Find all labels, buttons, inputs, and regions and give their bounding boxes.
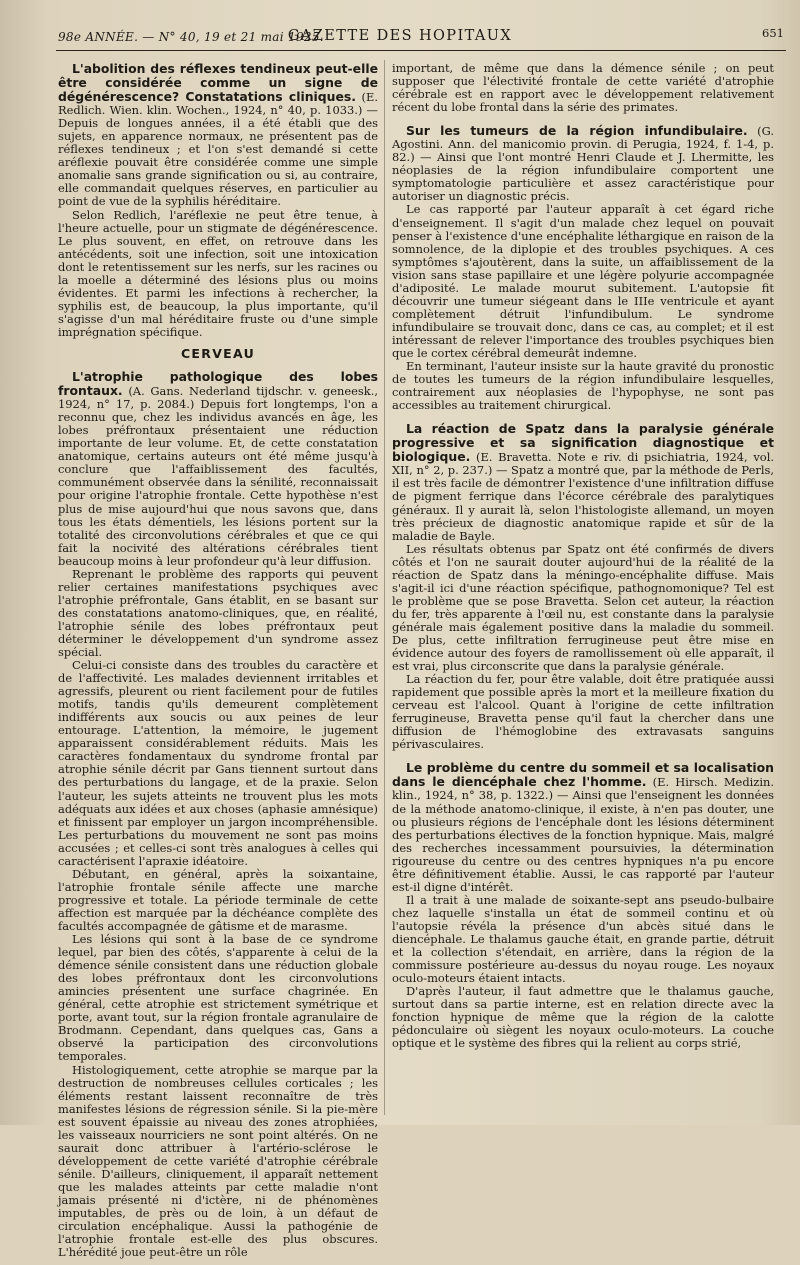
journal-title: GAZETTE DES HOPITAUX <box>287 28 513 44</box>
article-reference: (E. Hirsch. Medizin. klin., 1924, n° 38, p. 1322.) <box>392 775 774 803</box>
article-atrophie <box>58 370 378 1259</box>
issue-info: 98e ANNÉE. — N° 40, 19 et 21 mai 1925. <box>58 30 324 44</box>
page-header <box>0 12 800 52</box>
article-paragraph <box>392 761 774 893</box>
article-paragraph: En terminant, l'auteur insiste sur la haute gravité du pronostic de toutes les tumeurs de la région infundibulaire lesquelles, contrairement aux néoplasies de l'hypophyse, ne sont pas accessibles au traitement chirurgical. <box>392 359 774 413</box>
article-paragraph <box>58 370 378 568</box>
article-paragraph: Les résultats obtenus par Spatz ont été confirmés de divers côtés et l'on ne saurait douter aujourd'hui de la réalité de la réaction de Spatz dans la méningo-encéphalite diffuse. Mais s'agit-il ici d'une réaction spécifique, pathognomonique? Tel est le problème que se pose Bravetta. Selon cet auteur, la réaction du fer, très apparente à l'œil nu, est constante dans la paralysie générale mais également positive dans la maladie du sommeil. De plus, cette infiltration ferrugineuse peut être mise en évidence autour des foyers de ramollissement où elle apparaît, il est vrai, plus circonscrite que dans la paralysie générale. <box>392 541 774 674</box>
article-body: Depuis fort longtemps, l'on a reconnu que, chez les individus avancés en âge, les lobes préfrontaux présentaient une réduction importante de leur volume. Et, de cette constatation anatomique, certains auteurs ont été même jusqu'à conclure que l'affaiblissement des facultés, communément observée dans la sénilité, reconnaissait pour origine l'atrophie frontale. Cette hypothèse n'est plus de mise aujourd'hui que nous savons que, dans tous les états démentiels, les lésions portent sur la totalité des circonvolutions cérébrales et que ce qui fait la nocivité des altérations cérébrales tient beaucoup moins à leur profondeur qu'à leur diffusion. <box>58 397 378 568</box>
article-paragraph: Débutant, en général, après la soixantaine, l'atrophie frontale sénile affecte une marche progressive et totale. La période terminale de cette affection est marquée par la déchéance complète des facultés accompagnée de gâtisme et de marasme. <box>58 866 378 933</box>
right-column <box>392 62 774 1056</box>
article-title: La réaction de Spatz dans la paralysie générale progressive et sa signification diagnostique et biologique. <box>392 421 774 465</box>
article-reflexes <box>58 62 378 339</box>
article-sommeil <box>392 761 774 1050</box>
article-paragraph: Selon Redlich, l'aréflexie ne peut être tenue, à l'heure actuelle, pour un stigmate de dégénérescence. Le plus souvent, en effet, on retrouve dans les antécédents, soit une infection, soit une intoxication dont le retentissement sur les nerfs, sur les racines ou la moelle a déterminé des lésions plus ou moins évidentes. Et parmi les infections à rechercher, la syphilis est, de beaucoup, la plus importante, qu'il s'agisse d'un mal héréditaire fruste ou d'une simple imprégnation spécifique. <box>58 207 378 339</box>
article-paragraph <box>392 422 774 542</box>
article-paragraph <box>58 62 378 209</box>
section-heading: CERVEAU <box>180 345 256 361</box>
article-paragraph: Reprenant le problème des rapports qui peuvent relier certaines manifestations psychiques avec l'atrophie préfrontale, Gans établit, en se basant sur des constatations anatomo-cliniques, que, en réalité, l'atrophie sénile des lobes préfrontaux peut déterminer le développement d'un syndrome assez spécial. <box>58 566 378 660</box>
article-paragraph: La réaction du fer, pour être valable, doit être pratiquée aussi rapidement que possible après la mort et la meilleure fixation du cerveau est l'alcool. Quant à l'origine de cette infiltration ferrugineuse, Bravetta pense qu'il faut la chercher dans une diffusion de l'hémoglobine des extravasats sanguins périvasculaires. <box>392 672 774 752</box>
article-tumeurs <box>392 124 774 412</box>
article-paragraph <box>392 124 774 203</box>
article-body: — Spatz a montré que, par la méthode de Perls, il est très facile de démontrer l'existence d'une infiltration diffuse de pigment ferrique dans l'écorce cérébrale des paralytiques généraux. Il y aurait là, selon l'histologiste allemand, un moyen très précieux de diagnostic anatomique rapide et sûr de la maladie de Bayle. <box>392 463 774 543</box>
article-reference: (G. Agostini. Ann. del manicomio provin. di Perugia, 1924, f. 1-4, p. 82.) <box>392 124 774 165</box>
article-title: Le problème du centre du sommeil et sa localisation dans le diencéphale chez l'homme. <box>392 760 774 790</box>
article-title: L'abolition des réflexes tendineux peut-elle être considérée comme un signe de dégénérescence? Constatations cliniques. <box>58 61 378 105</box>
column-divider <box>384 60 385 1115</box>
page-number: 651 <box>762 26 784 40</box>
article-paragraph: Il a trait à une malade de soixante-sept ans pseudo-bulbaire chez laquelle s'installa un état de sommeil continu et où l'autopsie révéla la présence d'un abcès situé dans le diencéphale. Le thalamus gauche était, en grande partie, détruit et la collection s'étendait, en arrière, dans la région de la commissure postérieure au-dessus du noyau rouge. Les noyaux oculo-moteurs étaient intacts. <box>392 892 774 986</box>
article-body: — Ainsi que l'enseignent les données de la méthode anatomo-clinique, il existe, à n'en pas douter, une ou plusieurs régions de l'encéphale dont les lésions déterminent des perturbations électives de la fonction hypnique. Mais, malgré des recherches incessamment poursuivies, la détermination rigoureuse du centre ou des centres hypniques n'a pu encore être définitivement établie. Aussi, le cas rapporté par l'auteur est-il digne d'intérêt. <box>392 788 774 894</box>
left-column <box>58 62 378 1265</box>
article-paragraph: Le cas rapporté par l'auteur apparaît à cet égard riche d'enseignement. Il s'agit d'un malade chez lequel on pouvait penser à l'existence d'une encéphalite léthargique en raison de la somnolence, de la diplopie et des troubles psychiques. A ces symptômes s'ajoutèrent, dans la suite, un affaiblissement de la vision sans stase papillaire et une légère polyurie accompagnée d'adiposité. Le malade mourut subitement. L'autopsie fit découvrir une tumeur siégeant dans le IIIe ventricule et ayant complètement détruit l'infundibulum. Le syndrome infundibulaire se trouvait donc, dans ce cas, au complet; et il est intéressant de relever l'importance des troubles psychiques bien que le cortex cérébral demeurât indemne. <box>392 202 774 360</box>
article-paragraph: Les lésions qui sont à la base de ce syndrome lequel, par bien des côtés, s'apparente à celui de la démence sénile consistent dans une réduction globale des lobes préfrontaux dont les circonvolutions amincies présentent une surface chagrinée. En général, cette atrophie est strictement symétrique et porte, avant tout, sur la région frontale agranulaire de Brodmann. Cependant, dans quelques cas, Gans a observé la participation des circonvolutions temporales. <box>58 932 378 1064</box>
article-continuation <box>392 62 774 114</box>
article-paragraph: important, de même que dans la démence sénile ; on peut supposer que l'électivité frontale de cette variété d'atrophie cérébrale est en rapport avec le développement relativement récent du lobe frontal dans la série des primates. <box>392 61 774 115</box>
article-paragraph: Histologiquement, cette atrophie se marque par la destruction de nombreuses cellules corticales ; les éléments restant laissent reconnaître de très manifestes lésions de régression sénile. Si la pie-mère est souvent épaissie au niveau des zones atrophiées, les vaisseaux nourriciers ne sont point altérés. On ne saurait donc attribuer à l'artério-sclérose le développement de cette variété d'atrophie cérébrale sénile. D'ailleurs, cliniquement, il apparaît nettement que les malades atteints par cette maladie n'ont jamais présenté ni d'ictère, ni de phénomènes imputables, de près ou de loin, à un défaut de circulation encéphalique. Aussi la pathogénie de l'atrophie frontale est-elle des plus obscures. L'hérédité joue peut-être un rôle <box>58 1062 378 1260</box>
article-reference: (E. Redlich. Wien. klin. Wochen., 1924, n° 40, p. 1033.) <box>58 90 378 118</box>
article-title: Sur les tumeurs de la région infundibulaire. <box>406 123 748 139</box>
article-reference: (A. Gans. Nederland tijdschr. v. geneesk., 1924, n° 17, p. 2084.) <box>58 384 378 412</box>
article-body: — Depuis de longues années, il a été établi que des sujets, en apparence normaux, ne présentent pas de réflexes tendineux ; et l'on s'est demandé si cette aréflexie pouvait être considérée comme une simple anomalie sans grande signification ou si, au contraire, elle commandait quelques réserves, en particulier au point de vue de la syphilis héréditaire. <box>58 103 378 209</box>
article-paragraph: Celui-ci consiste dans des troubles du caractère et de l'affectivité. Les malades deviennent irritables et agressifs, pleurent ou rient facilement pour de futiles motifs, tandis qu'ils demeurent complètement indifférents aux soucis ou aux peines de leur entourage. L'attention, la mémoire, le jugement apparaissent considérablement réduits. Mais les caractères fondamentaux du syndrome frontal par atrophie sénile décrit par Gans tiennent surtout dans des perturbations du langage, et de la praxie. Selon l'auteur, les sujets atteints ne trouvent plus les mots adéquats aux idées et aux choses (aphasie amnésique) et finissent par employer un jargon incompréhensible. Les perturbations du mouvement ne sont pas moins accusées ; et celles-ci sont très analogues à celles qui caractérisent l'apraxie idéatoire. <box>58 658 378 868</box>
article-reference: (E. Bravetta. Note e riv. di psichiatria, 1924, vol. XII, n° 2, p. 237.) <box>392 450 774 478</box>
article-body: — Ainsi que l'ont montré Henri Claude et J. Lhermitte, les néoplasies de la région infundibulaire comportent une symptomatologie particulière et assez caractéristique pour autoriser un diagnostic précis. <box>392 150 774 204</box>
header-rule <box>56 50 786 51</box>
article-spatz <box>392 422 774 751</box>
article-title: L'atrophie pathologique des lobes frontaux. <box>58 369 378 399</box>
article-paragraph: D'après l'auteur, il faut admettre que le thalamus gauche, surtout dans sa partie interne, est en relation directe avec la fonction hypnique de même que la région de la calotte pédonculaire où siègent les noyaux oculo-moteurs. La couche optique et le système des fibres qui la relient au corps strié, <box>392 984 774 1051</box>
